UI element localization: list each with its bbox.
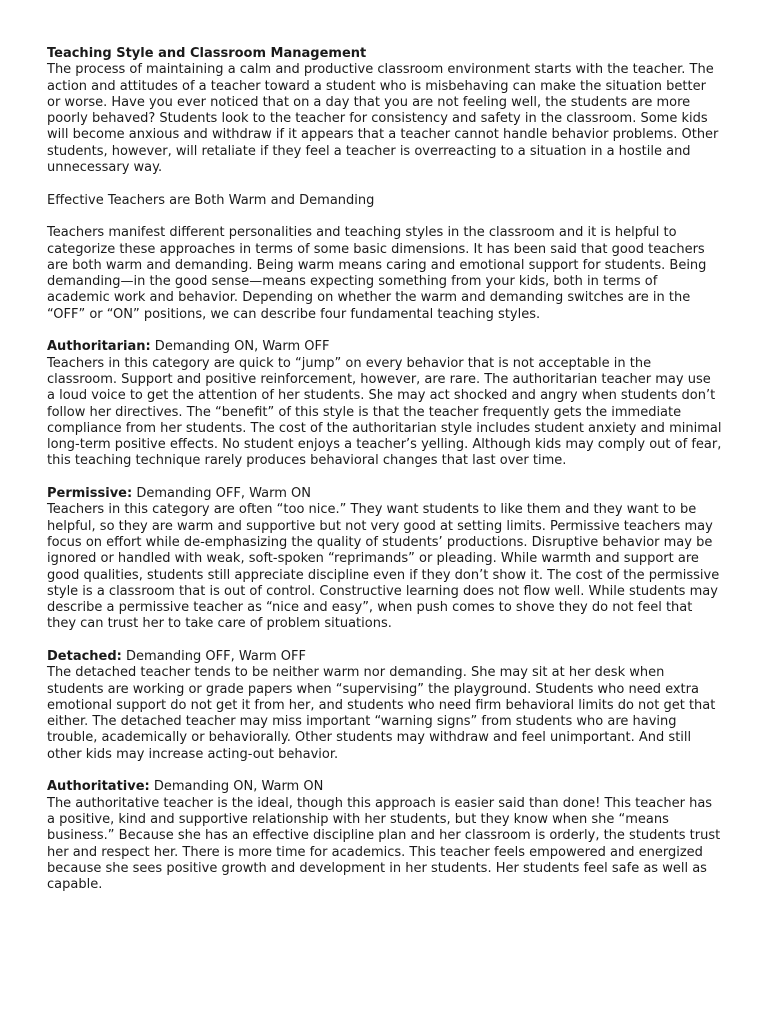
style-settings: Demanding ON, Warm OFF — [150, 339, 330, 355]
style-settings: Demanding OFF, Warm OFF — [121, 648, 306, 664]
document-title: Teaching Style and Classroom Management — [47, 46, 367, 61]
style-description: The detached teacher tends to be neither warm nor demanding. She may sit at her desk when students are working or grade papers when “supervising” the playground. Students who need extra emotional support do not get it from her, and students who need firm behavioral limits do not get that either. The detached teacher may miss important “warning signs” from students who are having trouble, academically or behaviorally. Other students may withdraw and feel unimportant. And still other kids may increase acting-out behavior. — [47, 665, 716, 762]
section-subheading: Effective Teachers are Both Warm and Demanding — [47, 192, 375, 208]
style-name: Authoritative: — [47, 779, 150, 795]
style-description: Teachers in this category are quick to “jump” on every behavior that is not acceptable in the classroom. Support and positive reinforcement, however, are rare. The authoritarian teacher may use a loud voice to get the attention of her students. She may act shocked and angry when students don’t follow her directives. The “benefit” of this style is that the teacher frequently gets the immediate compliance from her students. The cost of the authoritarian style includes student anxiety and minimal long-term positive effects. No student enjoys a teacher’s yelling. Although kids may comply out of fear, this teaching technique rarely produces behavioral changes that last over time. — [47, 355, 722, 469]
style-section-authoritative — [47, 779, 722, 893]
style-section-permissive — [47, 486, 722, 633]
style-description: The authoritative teacher is the ideal, though this approach is easier said than done! This teacher has a positive, kind and supportive relationship with her students, but they know when she “means business.” Because she has an effective discipline plan and her classroom is orderly, the students trust her and respect her. There is more time for academics. This teacher feels empowered and energized because she sees positive growth and development in her students. Her students feel safe as well as capable. — [47, 795, 721, 893]
style-settings: Demanding OFF, Warm ON — [132, 486, 311, 502]
style-heading — [47, 649, 722, 665]
intro-paragraph: The process of maintaining a calm and productive classroom environment starts with the teacher. The action and attitudes of a teacher toward a student who is misbehaving can make the situation better or worse. Have you ever noticed that on a day that you are not feeling well, the students are more poorly behaved? Students look to the teacher for consistency and safety in the classroom. Some kids will become anxious and withdraw if it appears that a teacher cannot handle behavior problems. Other students, however, will retaliate if they feel a teacher is overreacting to a situation in a hostile and unnecessary way. — [47, 62, 719, 176]
style-name: Detached: — [47, 648, 122, 664]
style-heading — [47, 339, 722, 355]
style-settings: Demanding ON, Warm ON — [149, 779, 324, 795]
document-page — [47, 46, 722, 910]
style-section-detached — [47, 649, 722, 763]
style-section-authoritarian — [47, 339, 722, 469]
style-heading — [47, 486, 722, 502]
style-name: Permissive: — [47, 486, 133, 502]
style-description: Teachers in this category are often “too nice.” They want students to like them and they want to be helpful, so they are warm and supportive but not very good at setting limits. Permissive teachers may focus on effort while de-emphasizing the quality of students’ productions. Disruptive behavior may be ignored or handled with weak, soft-spoken “reprimands” or pleading. While warmth and support are good qualities, students still appreciate discipline even if they don’t show it. The cost of the permissive style is a classroom that is out of control. Constructive learning does not flow well. While students may describe a permissive teacher as “nice and easy”, when push comes to shove they do not feel that they can trust her to take care of problem situations. — [47, 502, 720, 632]
overview-paragraph: Teachers manifest different personalities and teaching styles in the classroom and it is helpful to categorize these approaches in terms of some basic dimensions. It has been said that good teachers are both warm and demanding. Being warm means caring and emotional support for students. Being demanding—in the good sense—means expecting something from your kids, both in terms of academic work and behavior. Depending on whether the warm and demanding switches are in the “OFF” or “ON” positions, we can describe four fundamental teaching styles. — [47, 225, 707, 322]
style-heading — [47, 779, 722, 795]
style-name: Authoritarian: — [47, 339, 151, 355]
